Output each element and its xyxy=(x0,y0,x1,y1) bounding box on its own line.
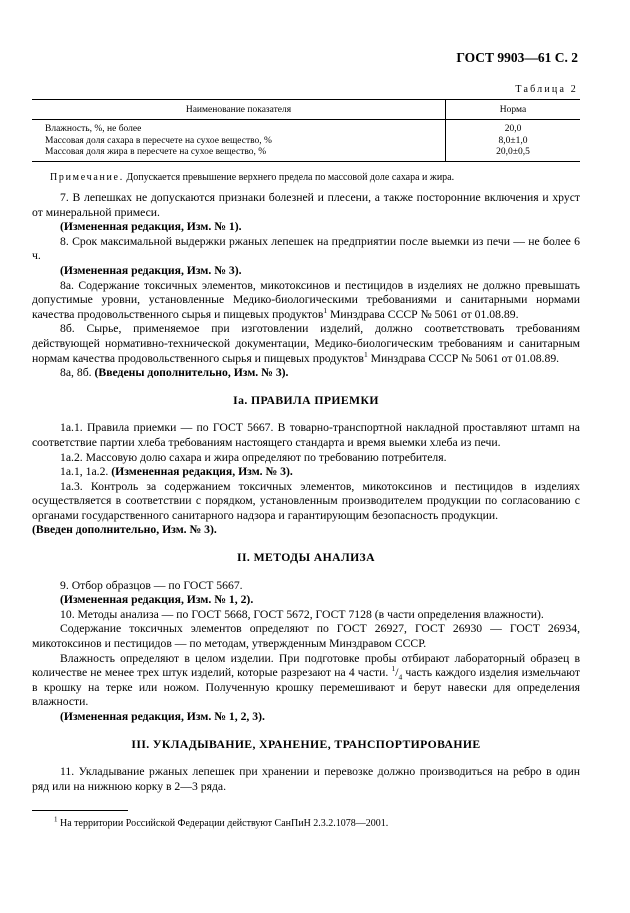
amendment-note: (Измененная редакция, Изм. № 1, 2, 3). xyxy=(60,710,265,723)
indicators-table xyxy=(32,99,580,162)
table-row xyxy=(32,147,580,161)
paragraph-8b: 8б. Сырье, применяемое при изготовлении изделий, должно соответствовать требованиям действующей нормативно-технической документации, Медико-биологическим требованиям и санитарным нормам качества продовольственного сырья и пищевых продуктов$^1$ Минздрава СССР № 5061 от 01.08.89. xyxy=(32,322,580,365)
column-header-norm: Норма xyxy=(446,100,581,120)
footnote-ref: 1 xyxy=(323,305,328,315)
document-body xyxy=(32,191,580,794)
paragraph-10-toxic: Содержание токсичных элементов определяют по ГОСТ 26927, ГОСТ 26930 — ГОСТ 26934, микотоксинов и пестицидов — по методам, утвержденным Минздравом СССР. xyxy=(32,622,580,651)
paragraph-9: 9. Отбор образцов — по ГОСТ 5667. xyxy=(60,578,243,592)
paragraph-10: 10. Методы анализа — по ГОСТ 5668, ГОСТ 5672, ГОСТ 7128 (в части определения влажности). xyxy=(60,607,544,621)
amendment-note: (Измененная редакция, Изм. № 1). xyxy=(60,220,242,234)
paragraph-8: 8. Срок максимальной выдержки ржаных лепешек на предприятии после выемки из печи — не более 6 ч. xyxy=(32,234,580,263)
table-caption: Таблица 2 xyxy=(515,84,578,95)
table-row xyxy=(32,136,580,148)
section-title-ia: Iа. ПРАВИЛА ПРИЕМКИ xyxy=(233,393,379,407)
footnote: $^1$ На территории Российской Федерации действуют СанПиН 2.3.2.1078—2001. xyxy=(54,815,389,829)
indicator-value: 8,0±1,0 xyxy=(498,135,528,146)
note-text: Допускается превышение верхнего предела по массовой доле сахара и жира. xyxy=(126,172,455,183)
paragraph-8a: 8а. Содержание токсичных элементов, микотоксинов и пестицидов в изделиях не должно превышать допустимые уровни, установленные Медико-биологическими требованиями и санитарными нормами качества продовольственного сырья и пищевых продуктов$^1$ Минздрава СССР № 5061 от 01.08.89. xyxy=(32,278,580,321)
column-header-indicator: Наименование показателя xyxy=(32,100,446,120)
paragraph-7: 7. В лепешках не допускаются признаки болезней и плесени, а также посторонние включения и хруст от минеральной примеси. xyxy=(32,191,580,219)
paragraph-8ab-amendment: 8а, 8б. (Введены дополнительно, Изм. № 3). xyxy=(60,366,289,380)
paragraph-1a1: 1а.1. Правила приемки — по ГОСТ 5667. В товарно-транспортной накладной проставляют штамп на соответствие партии хлеба требованиям настоящего стандарта и время выемки хлеба из печи. xyxy=(32,421,580,449)
amendment-note: (Измененная редакция, Изм. № 3). xyxy=(60,263,242,277)
indicator-name: Массовая доля жира в пересчете на сухое вещество, % xyxy=(32,147,446,161)
amendment-note: (Введен дополнительно, Изм. № 3). xyxy=(32,523,217,537)
indicator-value: 20,0 xyxy=(504,124,522,134)
note-label: Примечание. xyxy=(50,172,124,183)
section-title-iii: III. УКЛАДЫВАНИЕ, ХРАНЕНИЕ, ТРАНСПОРТИРОВАНИЕ xyxy=(131,737,481,751)
indicator-name: Массовая доля сахара в пересчете на сухое вещество, % xyxy=(32,136,446,148)
amendment-note: (Измененная редакция, Изм. № 1, 2). xyxy=(60,593,254,607)
paragraph-11: 11. Укладывание ржаных лепешек при хранении и перевозке должно производиться на ребро в один ряд или на нижнюю корку в 2—3 ряда. xyxy=(32,765,580,793)
table-row xyxy=(32,120,580,136)
paragraph-1a3: 1а.3. Контроль за содержанием токсичных элементов, микотоксинов и пестицидов в изделиях осуществляется в соответствии с порядком, установленным производителем продукции по согласованию с органами государственного санитарного надзора и гарантирующим безопасность продукции. xyxy=(32,479,580,522)
footnote-divider xyxy=(32,810,128,811)
indicator-value: 20,0±0,5 xyxy=(446,147,581,161)
table-note xyxy=(50,172,454,183)
section-title-ii: II. МЕТОДЫ АНАЛИЗА xyxy=(237,551,375,565)
table-header-row xyxy=(32,100,580,120)
indicator-name: Влажность, %, не более xyxy=(32,120,446,136)
paragraph-10-moisture: Влажность определяют в целом изделии. При подготовке пробы отбирают лабораторный образец в количестве не менее трех штук изделий, которые разрезают на 4 части. $^1/_4$ часть каждого изделия измельчают в крошку на терке или ножом. Полученную крошку перемешивают и берут навески для определения влажности. xyxy=(32,651,580,709)
footnote-ref: 1 xyxy=(363,349,368,359)
page-header: ГОСТ 9903—61 С. 2 xyxy=(456,50,578,65)
paragraph-1a2: 1а.2. Массовую долю сахара и жира определяют по требованию потребителя. xyxy=(60,450,447,464)
paragraph-1a12-amendment: 1а.1, 1а.2. (Измененная редакция, Изм. № 3). xyxy=(60,465,293,479)
